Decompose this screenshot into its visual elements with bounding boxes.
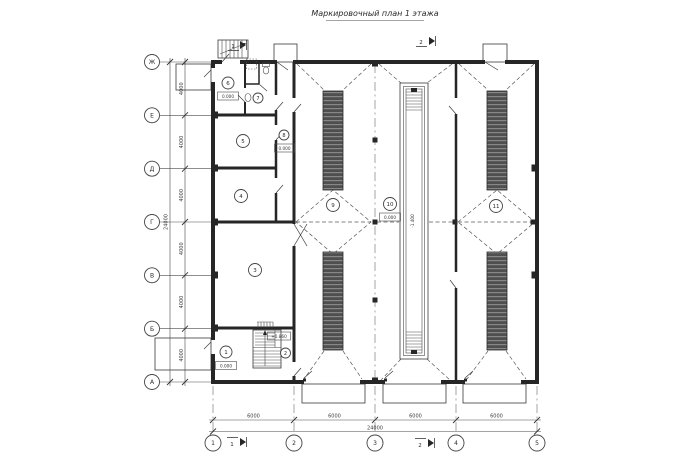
- room-number: 3: [253, 268, 257, 274]
- drain-icon: [373, 298, 378, 303]
- gate-hinge: [303, 379, 306, 382]
- room-number: 9: [331, 203, 335, 209]
- room-11-label: [490, 200, 503, 213]
- wc-cubicle-walls: [245, 62, 259, 84]
- trench-step-marker: [411, 88, 417, 92]
- elevation-value: 0.000: [222, 93, 234, 99]
- room-number: 2: [283, 351, 288, 357]
- section-label: 1: [230, 442, 234, 448]
- room-number: 6: [226, 81, 230, 87]
- pilaster: [372, 63, 378, 67]
- room-1-label: [216, 346, 237, 370]
- pilaster: [214, 325, 218, 332]
- room-number: 10: [386, 202, 394, 208]
- pilaster: [214, 272, 218, 279]
- section-arrow-icon: [240, 438, 246, 446]
- gate-apron-3: [463, 384, 526, 403]
- trench-step-marker: [411, 350, 417, 354]
- dim-6000-1: 6000: [247, 413, 260, 420]
- trench-elevation-value: -1.400: [410, 214, 415, 228]
- section-mark-1-bottom: [227, 437, 247, 448]
- stair-arrow-head: [263, 330, 267, 335]
- section-arrow-icon: [428, 439, 434, 447]
- stair-lower-flight: [253, 351, 281, 366]
- dim-24000-left: 24000: [163, 214, 170, 230]
- axis-label-col: 5: [535, 440, 539, 448]
- room-7-label: [253, 93, 263, 103]
- elevation-value: +0.860: [271, 333, 287, 339]
- axis-label-row: А: [149, 379, 155, 387]
- column-axis-bubbles: [205, 435, 545, 451]
- toilet-bowl-icon: [263, 67, 269, 74]
- gate-apron-2: [383, 384, 446, 403]
- section-label: 1: [231, 44, 235, 50]
- row-axis-bubbles: [145, 55, 160, 390]
- pits-and-trench: [323, 83, 507, 359]
- pit-bay9-top: [323, 91, 343, 190]
- axis-label-col: 4: [454, 440, 458, 448]
- pilaster: [372, 378, 378, 382]
- section-mark-2-bottom: [415, 438, 435, 449]
- section-label: 2: [419, 40, 423, 46]
- room-number: 5: [241, 139, 245, 145]
- axis-label-col: 1: [211, 440, 215, 448]
- dim-4000-1: 4000: [179, 82, 185, 96]
- drain-icon: [531, 220, 536, 225]
- entrance-canopy-left: [274, 44, 297, 62]
- entrance-canopy-right: [483, 44, 507, 62]
- gate-apron-1: [302, 384, 365, 403]
- elevation-value: 0.000: [278, 145, 291, 151]
- dim-6000-4: 6000: [490, 413, 503, 420]
- section-mark-2-top: [416, 36, 436, 47]
- axis-label-col: 3: [373, 440, 377, 448]
- room-3-label: [249, 264, 262, 277]
- floor-drains: [373, 138, 536, 303]
- axis-label-row: В: [149, 272, 155, 280]
- dim-4000-3: 4000: [179, 188, 185, 202]
- pilaster: [532, 272, 536, 279]
- room-number: 7: [256, 96, 260, 102]
- room-9-label: [327, 199, 340, 212]
- pit-bay11-top: [487, 91, 507, 190]
- dim-6000-3: 6000: [409, 413, 422, 420]
- pilaster: [214, 219, 218, 226]
- axis-label-row: Д: [149, 165, 155, 173]
- axis-label-col: 2: [292, 440, 296, 448]
- drain-icon: [373, 138, 378, 143]
- axis-label-row: Ж: [148, 59, 156, 67]
- room-number: 11: [492, 204, 500, 210]
- door-openings: [204, 54, 498, 382]
- gate-hinge: [464, 379, 467, 382]
- pilaster: [214, 112, 218, 119]
- trench-stairs-top: [406, 92, 422, 110]
- section-label: 2: [418, 443, 422, 449]
- dim-4000-5: 4000: [179, 295, 185, 309]
- axis-grid: [160, 62, 537, 448]
- pit-bay9-bottom: [323, 252, 343, 350]
- room-6-label: [218, 77, 239, 100]
- elevation-value: 0.000: [384, 214, 396, 220]
- axis-label-row: Б: [149, 325, 155, 333]
- room-5-label: [237, 135, 250, 148]
- gate-hinge: [384, 379, 387, 382]
- room-8-label: [275, 130, 295, 152]
- drain-icon: [373, 220, 378, 225]
- room-4-label: [235, 190, 248, 203]
- room-10-label: [380, 198, 401, 222]
- dim-4000-6: 4000: [179, 348, 185, 362]
- trench-stairs-bottom: [406, 332, 422, 350]
- folding-gate-room3: [294, 224, 307, 246]
- dim-4000-2: 4000: [179, 135, 185, 149]
- pilaster: [214, 165, 218, 172]
- slope-lines-bay-10: [377, 64, 453, 380]
- elevation-value: 0.000: [220, 363, 232, 369]
- dim-24000-bottom: 24000: [367, 425, 383, 432]
- room-number: 8: [282, 133, 286, 139]
- axis-label-row: Г: [150, 219, 154, 227]
- axis-label-row: Е: [150, 112, 154, 120]
- drawing-title: Маркировочный план 1 этажа: [311, 9, 439, 18]
- section-arrow-icon: [429, 37, 435, 45]
- pilaster: [532, 165, 536, 172]
- sink-icon: [245, 94, 251, 102]
- pit-bay11-bottom: [487, 252, 507, 350]
- room-number: 4: [239, 194, 243, 200]
- bottom-dimension-chain: [205, 414, 545, 452]
- dim-6000-2: 6000: [328, 413, 341, 420]
- dim-4000-4: 4000: [179, 242, 185, 256]
- room-number: 1: [224, 350, 228, 356]
